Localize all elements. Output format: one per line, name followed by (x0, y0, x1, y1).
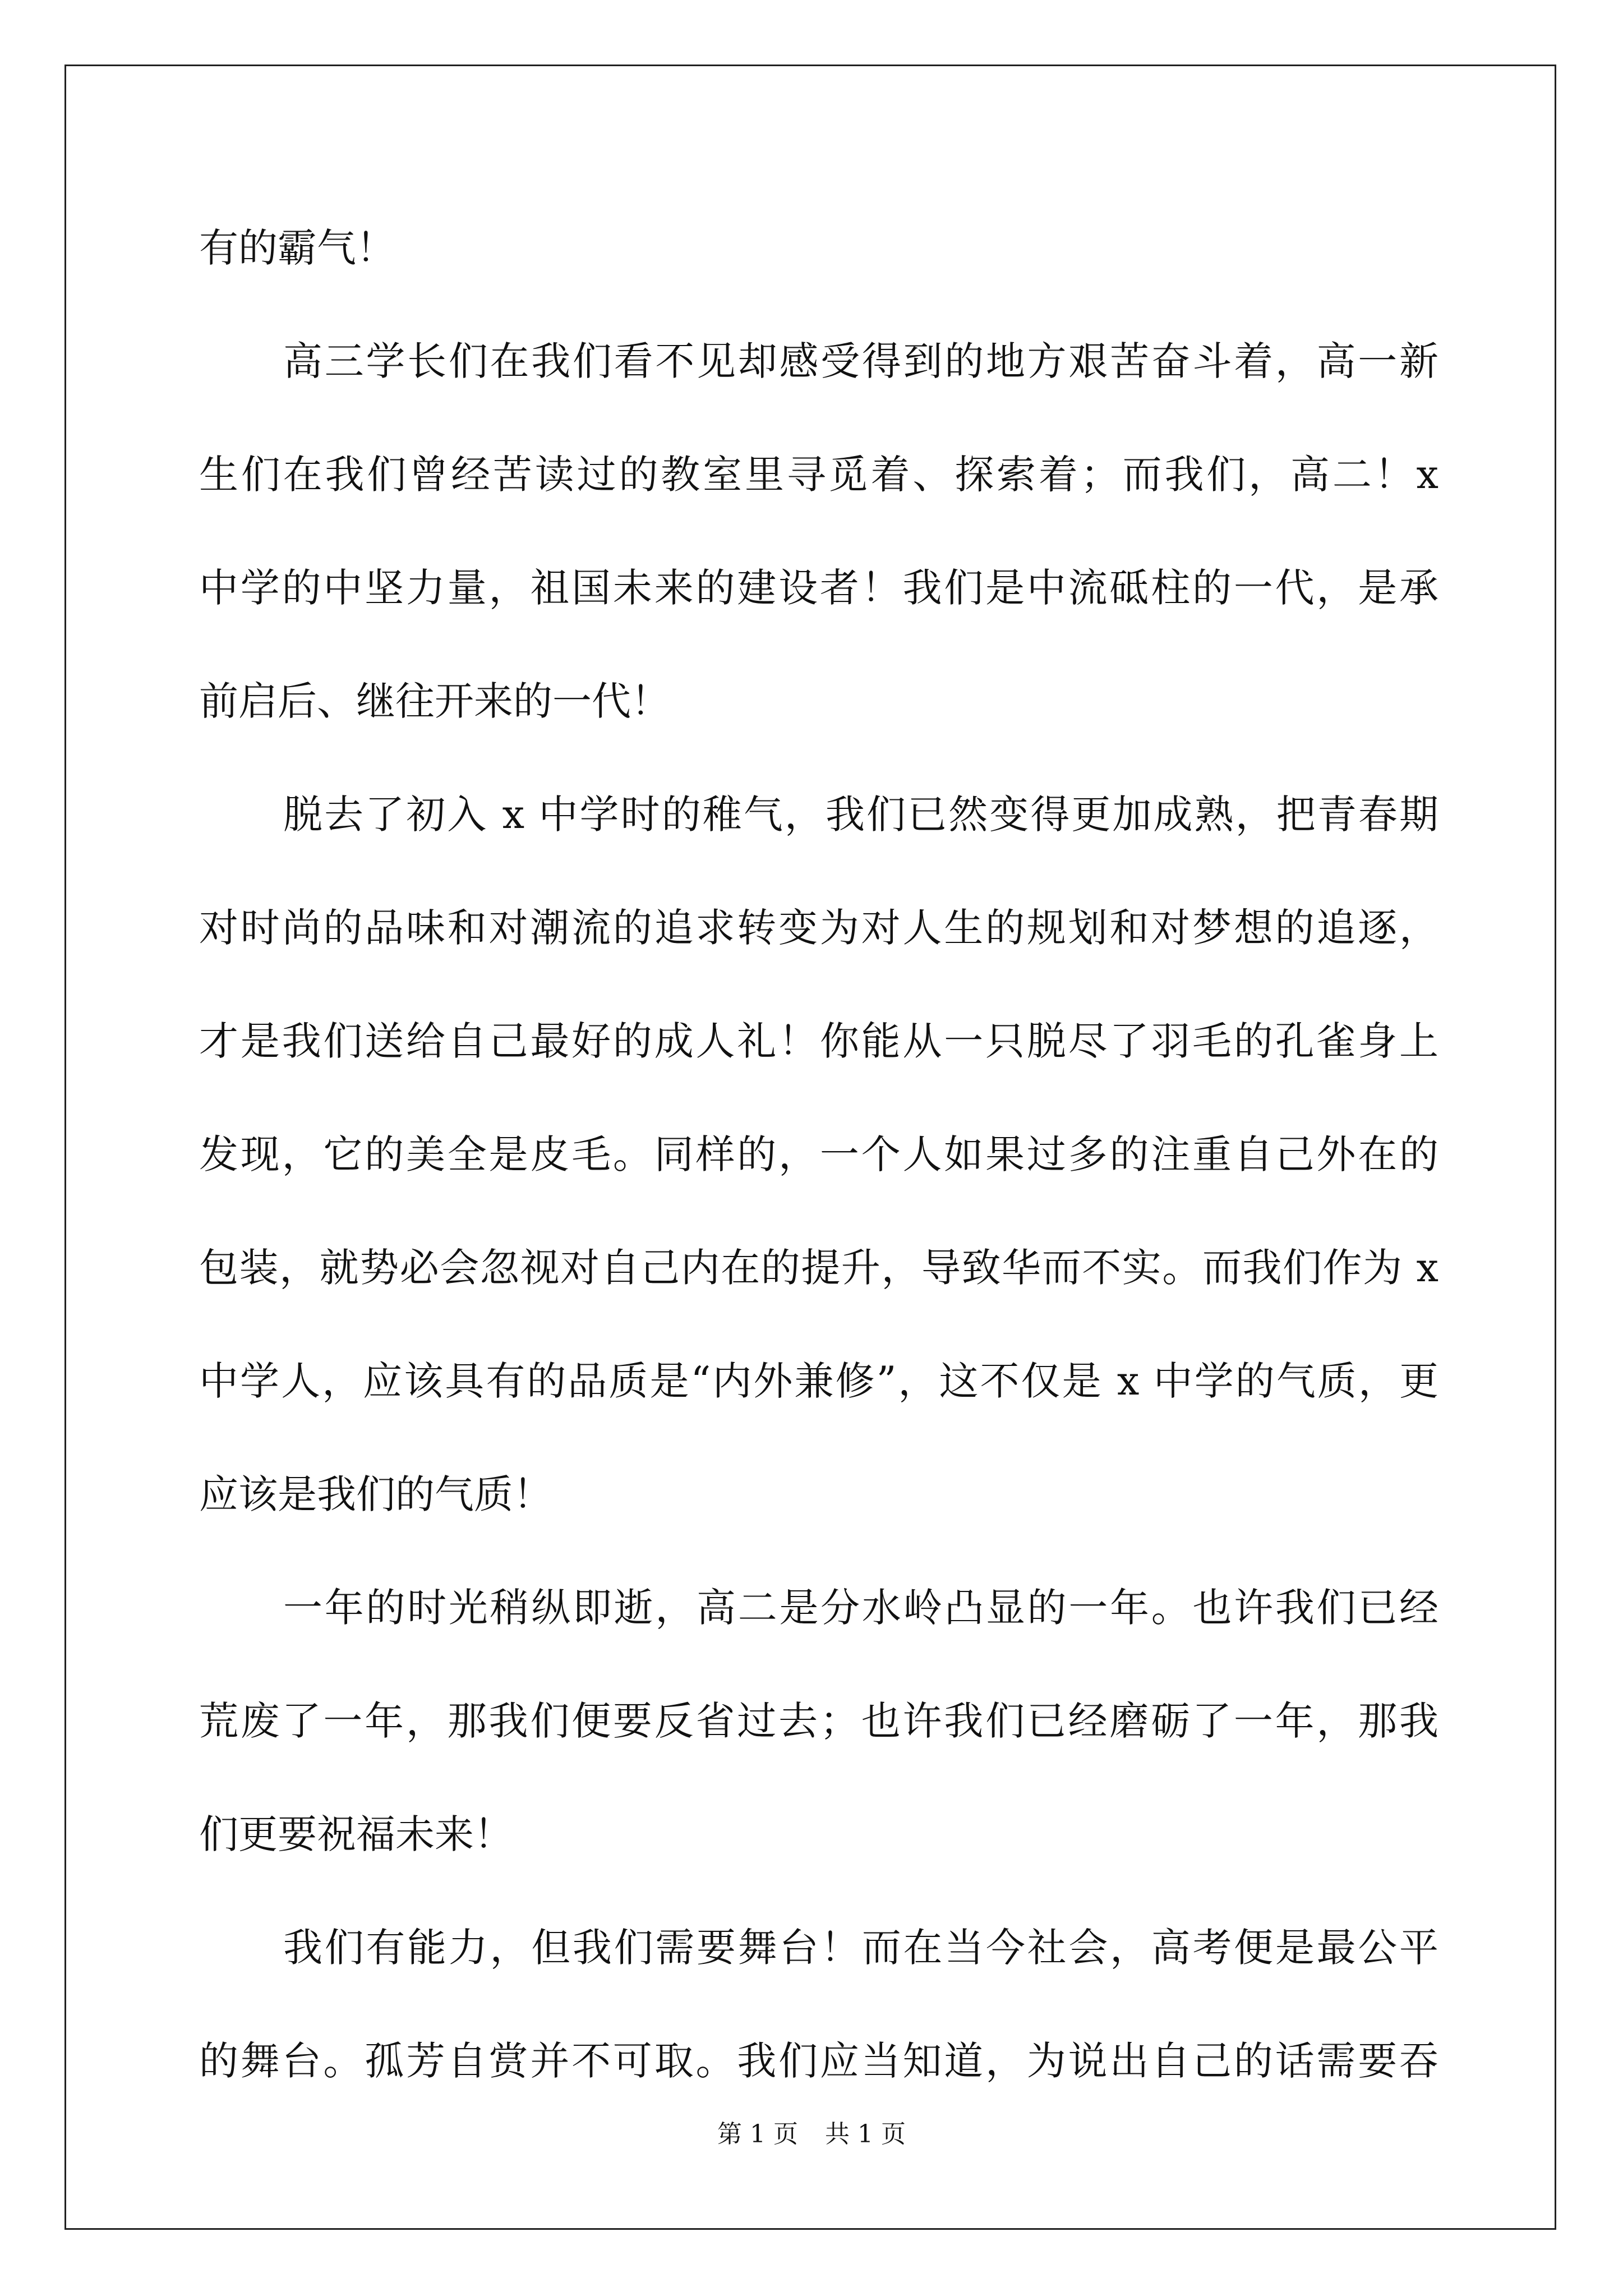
paragraph-line: 一年的时光稍纵即逝，高二是分水岭凸显的一年。也许我们已经 (283, 1585, 1438, 1631)
paragraph-line: 对时尚的品味和对潮流的追求转变为对人生的规划和对梦想的追逐， (199, 905, 1438, 951)
paragraph-line: 们更要祝福未来！ (199, 1811, 513, 1857)
paragraph-line: 我们有能力，但我们需要舞台！而在当今社会，高考便是最公平 (283, 1925, 1438, 1971)
paragraph-line: 的舞台。孤芳自赏并不可取。我们应当知道，为说出自己的话需要吞 (199, 2038, 1438, 2084)
paragraph-line: 前启后、继往开来的一代！ (199, 678, 670, 724)
paragraph-line: 应该是我们的气质！ (199, 1471, 552, 1517)
paragraph-line: 荒废了一年，那我们便要反省过去；也许我们已经磨砺了一年，那我 (199, 1698, 1438, 1744)
paragraph-line: 中学的中坚力量，祖国未来的建设者！我们是中流砥柱的一代，是承 (199, 565, 1438, 611)
paragraph-line: 脱去了初入 x 中学时的稚气，我们已然变得更加成熟，把青春期 (283, 792, 1438, 838)
paragraph-line: 生们在我们曾经苦读过的教室里寻觅着、探索着；而我们，高二！x (199, 452, 1438, 498)
document-body (199, 209, 1438, 2100)
paragraph-line: 中学人，应该具有的品质是“内外兼修”，这不仅是 x 中学的气质，更 (199, 1358, 1438, 1404)
paragraph-line: 包装，就势必会忽视对自己内在的提升，导致华而不实。而我们作为 x (199, 1245, 1438, 1291)
paragraph-line: 发现，它的美全是皮毛。同样的，一个人如果过多的注重自己外在的 (199, 1131, 1438, 1177)
paragraph-line: 高三学长们在我们看不见却感受得到的地方艰苦奋斗着，高一新 (283, 338, 1438, 384)
paragraph-line: 有的霸气！ (199, 225, 395, 271)
page-total: 共 1 页 (825, 2120, 906, 2148)
paragraph-line: 才是我们送给自己最好的成人礼！你能从一只脱尽了羽毛的孔雀身上 (199, 1018, 1438, 1064)
page-footer (0, 2118, 1623, 2151)
page-number: 第 1 页 (717, 2120, 798, 2148)
